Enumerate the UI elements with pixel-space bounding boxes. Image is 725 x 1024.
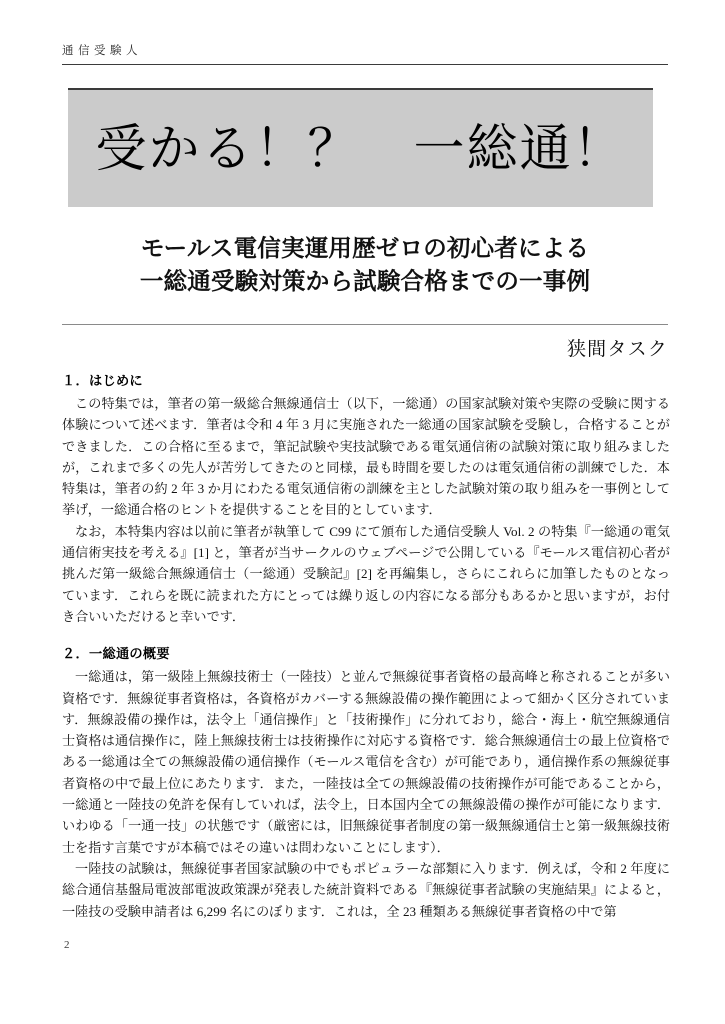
- subtitle-line-2: 一総通受験対策から試験合格までの一事例: [139, 267, 591, 295]
- page-number: 2: [64, 939, 70, 951]
- running-header-text: 通信受験人: [62, 45, 142, 57]
- section-heading-2: ２．一総通の概要: [62, 647, 170, 663]
- header-divider: [62, 64, 668, 65]
- banner-title-text: 受かる！？ 一総通！: [95, 120, 626, 179]
- subtitle-line-1: モールス電信実運用歴ゼロの初心者による: [140, 234, 590, 262]
- author-divider: [62, 324, 668, 325]
- section-heading-1: １．はじめに: [62, 374, 143, 389]
- title-banner: [68, 88, 653, 207]
- article-subtitle: [62, 232, 668, 298]
- section-2-paragraph-1: 一総通は，第一級陸上無線技術士（一陸技）と並んで無線従事者資格の最高峰と称されることが多い資格です．無線従事者資格は，各資格がカバーする無線設備の操作範囲によって細かく区分されています．無線設備の操作は，法令上「通信操作」と「技術操作」に分れており，総合・海上・航空無線通信士資格は通信操作に，陸上無線技術士は技術操作に対応する資格です．総合無線通信士の最上位資格である一総通は全ての無線設備の通信操作（モールス電信を含む）が可能であり，通信操作系の無線従事者資格の中で最上位にあたります．また，一陸技は全ての無線設備の技術操作が可能であることから，一総通と一陸技の免許を保有していれば，法令上，日本国内全ての無線設備の操作が可能になります．いわゆる「一通一技」の状態です（厳密には，旧無線従事者制度の第一級無線通信士と第一級無線技術士を指す言葉ですが本稿ではその違いは問わないことにします）．: [62, 669, 670, 855]
- running-header: [62, 44, 668, 58]
- section-1-paragraph-1: この特集では，筆者の第一級総合無線通信士（以下，一総通）の国家試験対策や実際の受験に関する体験について述べます．筆者は令和 4 年 3 月に実施された一総通の国家試験を受験し，合格することができました．この合格に至るまで，筆記試験や実技試験である電気通信術の試験対策に取り組みましたが，これまで多くの先人が苦労してきたのと同様，最も時間を要したのは電気通信術の訓練でした．本特集は，筆者の約 2 年 3 か月にわたる電気通信術の訓練を主とした試験対策の取り組みを一事例として挙げ，一総通合格のヒントを提供することを目的としています．: [62, 396, 670, 518]
- author-name: 狭間タスク: [566, 338, 668, 360]
- section-1-paragraph-2: なお，本特集内容は以前に筆者が執筆して C99 にて頒布した通信受験人 Vol. 2 の特集『一総通の電気通信術実技を考える』[1] と，筆者が当サークルのウェブページで公開している『モールス電信初心者が挑んだ第一級総合無線通信士（一総通）受験記』[2] を再編集し，さらにこれらに加筆したものとなっています．これらを既に読まれた方にとっては繰り返しの内容になる部分もあるかと思いますが，お付き合いいただけると幸いです．: [62, 523, 670, 624]
- section-2-paragraph-2: 一陸技の試験は，無線従事者国家試験の中でもポピュラーな部類に入ります．例えば，令和 2 年度に総合通信基盤局電波部電波政策課が発表した統計資料である『無線従事者試験の実施結果』によると，一陸技の受験申請者は 6,299 名にのぼります．これは，全 23 種類ある無線従事者資格の中で第: [62, 860, 670, 919]
- body-column: [62, 372, 670, 922]
